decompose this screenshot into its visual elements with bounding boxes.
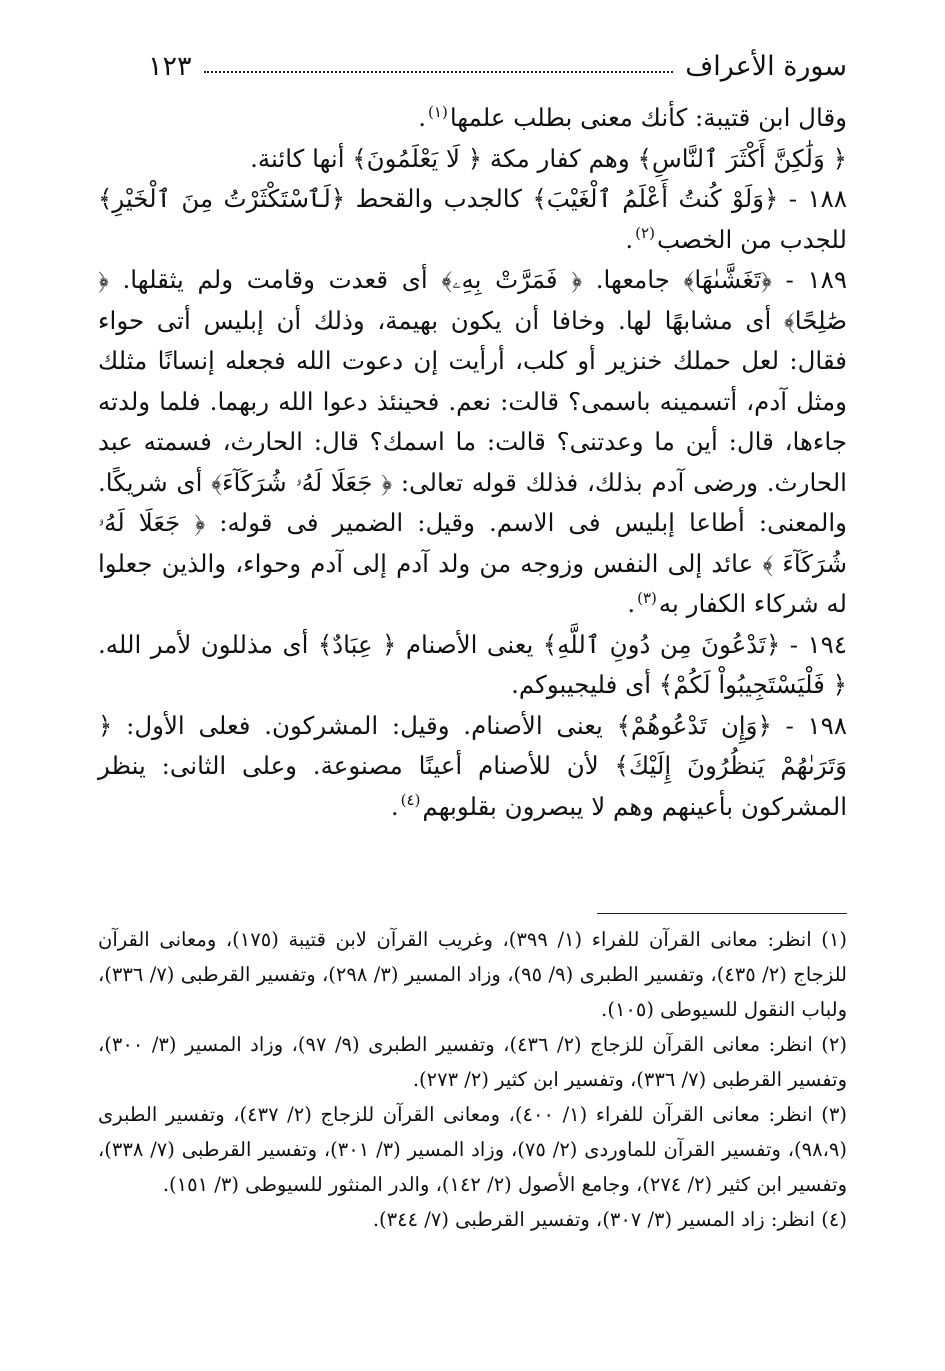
page-number: ١٢٣	[148, 50, 192, 82]
paragraph-verse-198: ١٩٨ - ﴿وَإِن تَدْعُوهُمْ﴾ يعنى الأصنام. وقيل: المشركون. فعلى الأول: ﴿ وَتَرَىٰهُمْ يَنظُرُونَ إِلَيْكَ﴾ لأن للأصنام أعينًا مصنوعة. وعلى الثانى: ينظر المشركون بأعينهم وهم لا يبصرون بقلوبهم$^{(٤)}$.	[98, 710, 847, 821]
footnote-separator	[597, 913, 847, 914]
paragraph-verse-189: ١٨٩ - ﴿تَغَشَّىٰهَا﴾ جامعها. ﴿ فَمَرَّتْ بِهِۦ﴾ أى قعدت وقامت ولم يثقلها. ﴿ صَٰلِحًا﴾ أى مشابهًا لها. وخافا أن يكون بهيمة، وذلك أن إبليس أتى حواء فقال: لعل حملك خنزير أو كلب، أرأيت إن دعوت الله فجعله إنسانًا مثلك ومثل آدم، أتسمينه باسمى؟ قالت: نعم. فحينئذ دعوا الله ربهما. فلما ولدته جاءها، قال: أين ما وعدتنى؟ قالت: ما اسمك؟ قال: الحارث، فسمته عبد الحارث. ورضى آدم بذلك، فذلك قوله تعالى: ﴿ جَعَلَا لَهُۥ شُرَكَآءَ﴾ أى شريكًا. والمعنى: أطاعا إبليس فى الاسم. وقيل: الضمير فى قوله: ﴿ جَعَلَا لَهُۥ شُرَكَآءَ ﴾ عائد إلى النفس وزوجه من ولد آدم إلى آدم وحواء، والذين جعلوا له شركاء الكفار به$^{(٣)}$.	[98, 265, 847, 618]
dotted-leader	[204, 55, 674, 73]
main-text	[98, 98, 847, 827]
footnote-1: (١) انظر: معانى القرآن للفراء (١/ ٣٩٩)، وغريب القرآن لابن قتيبة (١٧٥)، ومعانى القرآن للزجاج (٢/ ٤٣٥)، وتفسير الطبرى (٩/ ٩٥)، وزاد المسير (٣/ ٢٩٨)، وتفسير القرطبى (٧/ ٣٣٦)، ولباب النقول للسيوطى (١٠٥).	[98, 928, 847, 1021]
surah-title: سورة الأعراف	[685, 50, 847, 82]
paragraph-verse-188: ١٨٨ - ﴿وَلَوْ كُنتُ أَعْلَمُ ٱلْغَيْبَ﴾ كالجدب والقحط ﴿لَٱسْتَكْثَرْتُ مِنَ ٱلْخَيْرِ﴾ للجدب من الخصب$^{(٢)}$.	[98, 184, 847, 254]
footnote-ref-2: (٢)	[635, 224, 655, 243]
footnotes	[98, 922, 847, 1237]
footnote-ref-3: (٣)	[637, 588, 657, 607]
footnote-2: (٢) انظر: معانى القرآن للزجاج (٢/ ٤٣٦)، وتفسير الطبرى (٩/ ٩٧)، وزاد المسير (٣/ ٣٠٠)، وتفسير القرطبى (٧/ ٣٣٦)، وتفسير ابن كثير (٢/ ٢٧٣).	[98, 1033, 847, 1091]
footnote-ref-4: (٤)	[400, 791, 421, 810]
paragraph-kuffar-makkah: ﴿ وَلَٰكِنَّ أَكْثَرَ ٱلنَّاسِ﴾ وهم كفار مكة ﴿ لَا يَعْلَمُونَ﴾ أنها كائنة.	[250, 143, 847, 173]
paragraph-ibn-qutaybah: وقال ابن قتيبة: كأنك معنى بطلب علمها$^{(١)}$.	[418, 102, 847, 132]
paragraph-verse-194: ١٩٤ - ﴿تَدْعُونَ مِن دُونِ ٱللَّهِ﴾ يعنى الأصنام ﴿ عِبَادٌ﴾ أى مذللون لأمر الله. ﴿ فَلْيَسْتَجِيبُواْ لَكُمْ﴾ أى فليجيبوكم.	[98, 629, 847, 699]
footnote-4: (٤) انظر: زاد المسير (٣/ ٣٠٧)، وتفسير القرطبى (٧/ ٣٤٤).	[372, 1208, 847, 1231]
running-header	[148, 46, 847, 86]
footnote-3: (٣) انظر: معانى القرآن للفراء (١/ ٤٠٠)، ومعانى القرآن للزجاج (٢/ ٤٣٧)، وتفسير الطبرى (٩٨،٩)، وتفسير القرآن للماوردى (٢/ ٧٥)، وزاد المسير (٣/ ٣٠١)، وتفسير القرطبى (٧/ ٣٣٨)، وتفسير ابن كثير (٢/ ٢٧٤)، وجامع الأصول (٢/ ١٤٢)، والدر المنثور للسيوطى (٣/ ١٥١).	[98, 1103, 847, 1196]
footnote-ref-1: (١)	[428, 102, 448, 121]
